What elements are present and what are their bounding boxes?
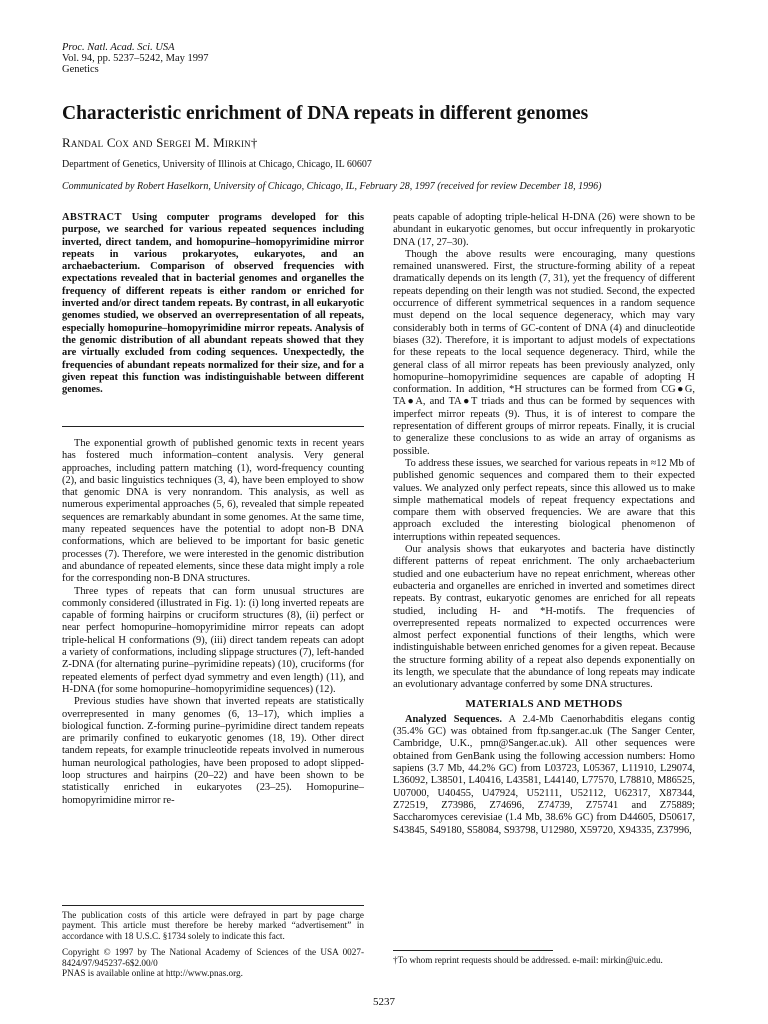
abstract-label: ABSTRACT bbox=[62, 212, 122, 223]
journal-volume: Vol. 94, pp. 5237–5242, May 1997 bbox=[62, 53, 209, 64]
section-heading: MATERIALS AND METHODS bbox=[465, 697, 623, 710]
body-paragraph: peats capable of adopting triple-helical H-DNA (26) were shown to be abundant in eukaryotic genomes, but occur infrequently in prokaryotic DNA (17, 27–30). bbox=[393, 212, 695, 248]
left-column bbox=[62, 438, 364, 807]
methods-paragraph bbox=[393, 714, 695, 837]
journal-name: Proc. Natl. Acad. Sci. USA bbox=[62, 42, 175, 53]
body-paragraph: Previous studies have shown that inverted repeats are statistically overrepresented in many genomes (6, 13–17), which implies a biological function. Z-forming purine–pyrimidine direct tandem repeats are primarily confined to eukaryotic genomes (18, 19). Other direct tandem repeats, for example trinucleotide repeats involved in numerous human neurological pathologies, have been proposed to adopt slipped-loop structures and hairpins (20–22) and have been shown to be statistically enriched in eukaryotes (23–25). Homopurine–homopyrimidine mirror re- bbox=[62, 696, 364, 806]
footnote-publication-costs: The publication costs of this article were defrayed in part by page charge payment. This article must therefore be hereby marked “advertisement” in accordance with 18 U.S.C. §1734 solely to indicate this fact. bbox=[62, 910, 364, 941]
footnote-reprint: †To whom reprint requests should be addressed. e-mail: mirkin@uic.edu. bbox=[393, 955, 663, 965]
methods-text: A 2.4-Mb Caenorhabditis elegans contig (35.4% GC) was obtained from ftp.sanger.ac.uk (The Sanger Center, Cambridge, U.K., pmn@Sanger.ac.uk). All other sequences were obtained from GenBank using the following accession numbers: Homo sapiens (3.7 Mb, 44.2% GC) from L03723, L05367, L11910, L29074, L36092, L38501, L40416, L43581, L44140, L77570, L78810, M86525, U07000, U40455, U47924, U52111, U52112, U62317, X87344, Z72519, Z73986, Z74696, Z74739, Z75741 and Z75889; Saccharomyces cerevisiae (1.4 Mb, 38.6% GC) from D44605, D50617, S43845, S49180, S58084, S93798, U12980, X59720, X94335, Z37996, bbox=[393, 713, 695, 836]
body-paragraph: Our analysis shows that eukaryotes and bacteria have distinctly different patterns of repeat enrichment. The only archaebacterium studied and one eubacterium have no repeat enrichment, whereas other eubacteria and organelles are enriched in inverted and sometimes direct repeats. By contrast, eukaryotic genomes are enriched for all repeats studied, including H- and *H-motifs. The frequencies of overrepresented repeats normalized to expected occurrences were almost perfect exponential functions of their lengths, which were indistinguishable between enriched genomes for a given repeat. Because the structure forming ability of a repeat also depends exponentially on its length, we speculate that the abundance of long repeats may indicate an evolutionary advantage conferred by some DNA structures. bbox=[393, 544, 695, 691]
journal-section: Genetics bbox=[62, 64, 99, 75]
left-footnotes bbox=[62, 905, 364, 984]
body-paragraph: Three types of repeats that can form unusual structures are commonly considered (illustrated in Fig. 1): (i) long inverted repeats are capable of forming hairpins or cruciform structures (8), (ii) perfect or near perfect homopurine–homopyrimidine mirror repeats can adopt triple-helical H conformations (9), (iii) direct tandem repeats can adopt a variety of conformations, including slippage structures (7), left-handed Z-DNA (for alternating purine–pyrimidine repeats) (10), cruciforms (for repeated elements of perfect dyad symmetry and even length) (11), and H-DNA (for some homopurine–homopyrimidine sequences) (12). bbox=[62, 585, 364, 695]
abstract-divider bbox=[62, 426, 364, 427]
body-paragraph: Though the above results were encouraging, many questions remained unanswered. First, the structure-forming ability of a repeat dramatically depends on its length (7, 31), yet the frequency of different repeats depending on their length was not studied. Second, the expected occurrence of different symmetrical sequences in a random sequence must depend on the local sequence degeneracy, which may vary considerably both in terms of GC-content of DNA (4) and dinucleotide biases (32). Therefore, it is important to adjust models of expectations for these repeats to the local sequence degeneracy. Third, while the general class of all mirror repeats has been previously analyzed, only homopurine–homopyrimidine sequences are capable of adopting H conformation. In addition, *H structures can be formed from CG●G, TA●A, and TA●T triads and thus can be formed by sequences with imperfect mirror repeats (9). Thus, it is of interest to compare the representation of different groups of mirror repeats. Finally, it is crucial to generalize these conclusions to as wide an array of organisms as possible. bbox=[393, 248, 695, 457]
abstract-text: Using computer programs developed for this purpose, we searched for various repeated sequences including inverted, direct tandem, and homopurine–homopyrimidine mirror repeats in various prokaryotes, eukaryotes, and an archaebacterium. Comparison of observed frequencies with expectations revealed that in bacterial genomes and organelles the frequency of different repeats is either random or enriched for inverted and/or direct tandem repeats. By contrast, in all eukaryotic genomes studied, we observed an overrepresentation of all repeats, especially homopurine–homopyrimidine mirror repeats. Analysis of the genomic distribution of all abundant repeats showed that they are virtually excluded from coding sequences. Unexpectedly, the frequencies of abundant repeats normalized for their size, and for a given repeat this function was indistinguishable between different genomes. bbox=[62, 212, 364, 396]
author-list: Randal Cox and Sergei M. Mirkin† bbox=[62, 135, 258, 150]
methods-subheading: Analyzed Sequences. bbox=[405, 713, 502, 725]
communicated-by: Communicated by Robert Haselkorn, University of Chicago, Chicago, IL, February 28, 1997 (received for review December 18, 1996) bbox=[62, 181, 602, 192]
footnote-divider bbox=[62, 905, 364, 906]
affiliation: Department of Genetics, University of Illinois at Chicago, Chicago, IL 60607 bbox=[62, 159, 372, 170]
abstract bbox=[62, 212, 364, 396]
article-title: Characteristic enrichment of DNA repeats in different genomes bbox=[62, 103, 589, 124]
body-paragraph: To address these issues, we searched for various repeats in ≈12 Mb of published genomic sequences and compared them to their expected values. We analyzed only perfect repeats, since this allowed us to make simple mathematical models of repeat frequency expectations and compare them with observed frequencies. We are aware that this approach excluded the interesting biological phenomenon of interruptions within repeated sequences. bbox=[393, 457, 695, 543]
right-column bbox=[393, 212, 695, 837]
page-number: 5237 bbox=[373, 996, 395, 1008]
footnote-online: PNAS is available online at http://www.pnas.org. bbox=[62, 968, 243, 979]
journal-header bbox=[62, 42, 209, 75]
footnote-copyright: Copyright © 1997 by The National Academy of Sciences of the USA 0027-8424/97/945237-6$2.00/0 bbox=[62, 947, 364, 968]
footnote-divider bbox=[393, 950, 553, 951]
right-footnote bbox=[393, 950, 695, 965]
body-paragraph: The exponential growth of published genomic texts in recent years has fostered much information–content analysis. Very general approaches, including pattern matching (1), word-frequency counting (2), and basic linguistics techniques (3, 4), have been employed to show that genomic DNA is very nonrandom. This analysis, as well as numerous experimental approaches (5, 6), revealed that simple repeated sequences are remarkably abundant in some genomes. At the same time, many repeated sequences have the potential to adopt non-B DNA conformations, which are believed to be important for basic genetic processes (7). Therefore, we were interested in the genomic distribution and abundance of repeated elements, since these data might imply a role for the corresponding non-B DNA structures. bbox=[62, 438, 364, 585]
